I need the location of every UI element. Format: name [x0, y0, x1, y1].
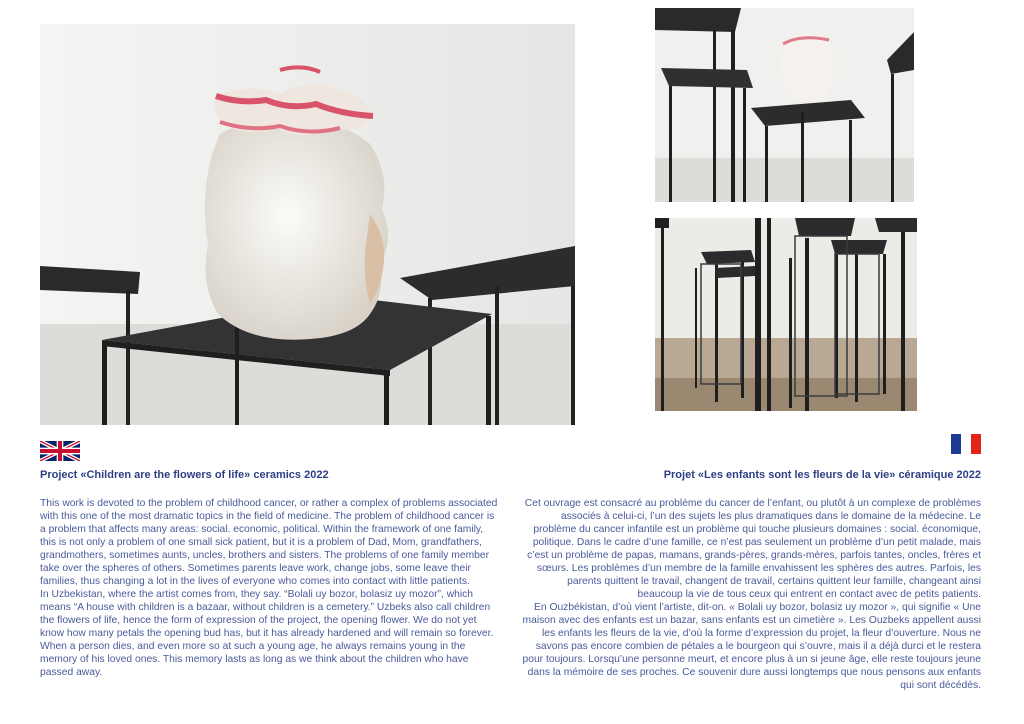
installation-view-photo [655, 218, 917, 411]
plinths-sculpture-photo [655, 8, 914, 202]
english-paragraph: In Uzbekistan, where the artist comes from, they say. “Bolali uy bozor, bolasiz uy mozor”, which means “A house with children is a bazaar, without children is a cemetery.” Uzbeks also call children the flowers of life, hence the form of expression of the project, the opening flower. We do not yet know how many petals the opening bud has, but it has already hardened and will remain so forever. When a person dies, and even more so at such a young age, he always remains young in the memory of his loved ones. This memory lasts as long as we think about the children who have passed away. [40, 589, 494, 678]
french-description [520, 497, 981, 692]
france-flag-icon [951, 434, 981, 454]
uk-flag-icon [40, 441, 80, 461]
main-sculpture-photo [40, 24, 575, 425]
french-paragraph: En Ouzbékistan, d’où vient l’artiste, dit-on. « Bolali uy bozor, bolasiz uy mozor », qui signifie « Une maison avec des enfants est un bazar, sans enfants est un cimetière ». Les Ouzbeks appellent aussi les enfants les fleurs de la vie, d’où la forme d’expression du projet, la fleur d’ouverture. Nous ne savons pas encore combien de pétales a le bourgeon qui s’ouvre, mais il a déjà durci et le restera pour toujours. Lorsqu’une personne meurt, et encore plus à un si jeune âge, elle reste toujours jeune dans la mémoire de ses proches. Ce souvenir dure aussi longtemps que nous pensons aux enfants qui sont décédés. [522, 602, 981, 691]
english-paragraph: This work is devoted to the problem of childhood cancer, or rather a complex of problems associated with this one of the most dramatic topics in the field of medicine. The problem of childhood cancer is a problem that affects many areas: social. economic, political. Within the framework of one family, this is not only a problem of one small sick patient, but it is a problem of Dad, Mom, grandfathers, grandmothers, sometimes aunts, uncles, brothers and sisters. The problems of one family member take over the spheres of others. Sometimes parents leave work, change jobs, some leave their families, thus changing a lot in the lives of everyone who comes into contact with little patients. [40, 498, 498, 587]
french-project-title: Projet «Les enfants sont les fleurs de la vie» céramique 2022 [663, 469, 981, 481]
french-paragraph: Cet ouvrage est consacré au problème du cancer de l’enfant, ou plutôt à un complexe de problèmes associés à celui-ci, l’un des sujets les plus dramatiques dans le domaine de la médecine. Le problème du cancer infantile est un problème qui touche plusieurs domaines : social. économique, politique. Dans le cadre d’une famille, ce n’est pas seulement un problème d’un petit malade, mais c’est un problème de papas, mamans, grands-pères, grands-mères, parfois tantes, oncles, frères et sœurs. Les problèmes d’un membre de la famille envahissent les sphères des autres. Parfois, les parents quittent le travail, changent de travail, certains quittent leur famille, changeant ainsi beaucoup la vie de tous ceux qui entrent en contact avec de petits patients. [524, 498, 981, 600]
english-description [40, 497, 500, 679]
english-project-title: Project «Children are the flowers of life» ceramics 2022 [40, 469, 329, 481]
